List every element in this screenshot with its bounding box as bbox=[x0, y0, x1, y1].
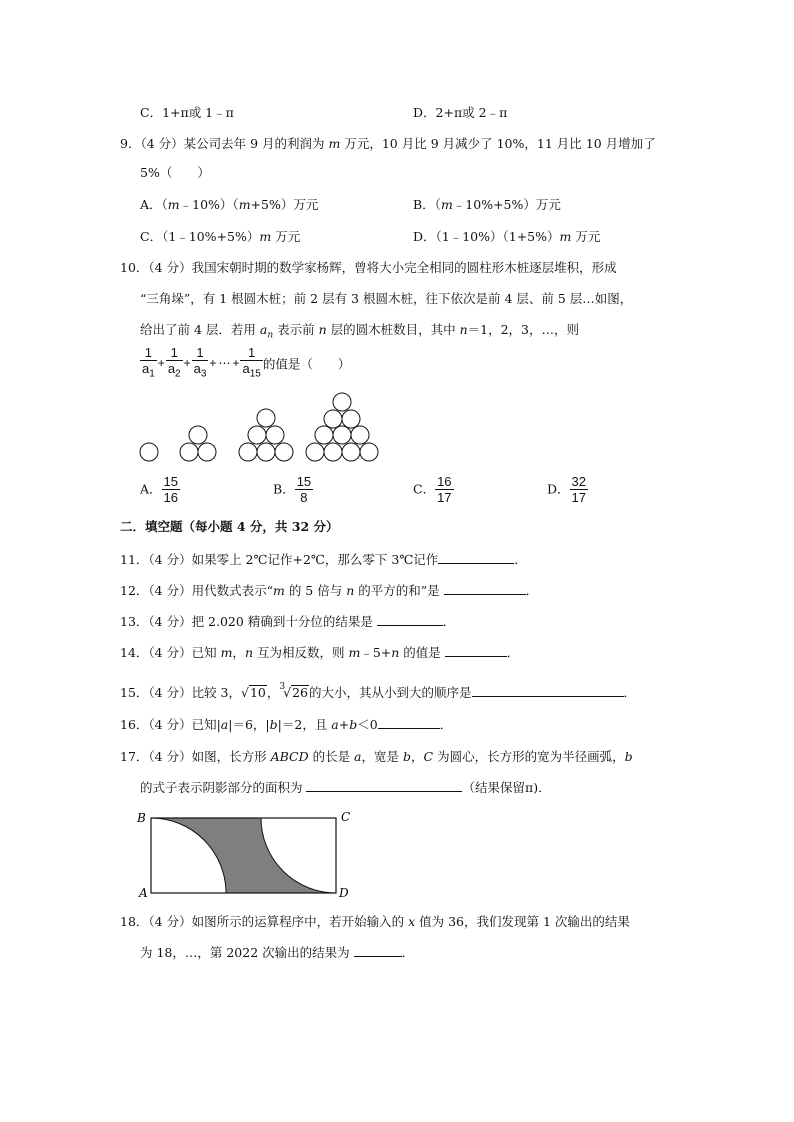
q12-text: 的平方的和”是 bbox=[354, 583, 444, 598]
period: ． bbox=[506, 645, 520, 660]
var-a: a bbox=[220, 717, 229, 732]
var-b: b bbox=[402, 749, 411, 764]
denominator bbox=[240, 361, 262, 382]
var-m: m bbox=[220, 645, 233, 660]
q9-text: 9．（4 分）某公司去年 9 月的利润为 bbox=[120, 136, 329, 151]
q10-sum-expression bbox=[140, 345, 350, 382]
numerator: 1 bbox=[240, 345, 262, 361]
period: ． bbox=[442, 614, 456, 629]
q9-opt-text: ﹣10%）（ bbox=[179, 197, 239, 212]
q17-text: ， bbox=[411, 749, 424, 764]
answer-blank[interactable] bbox=[444, 582, 526, 595]
q10-tail: 的值是（ ） bbox=[262, 356, 351, 372]
option-label: A． bbox=[140, 481, 162, 497]
pile-3-circle bbox=[257, 443, 275, 461]
fraction-1-a3 bbox=[192, 345, 209, 382]
answer-blank[interactable] bbox=[472, 684, 624, 697]
var-a: a bbox=[259, 322, 268, 337]
q18-text: 为 18，…，第 2022 次输出的结果为 bbox=[140, 945, 354, 960]
plus-sign: + bbox=[183, 356, 191, 371]
numerator: 15 bbox=[163, 474, 178, 489]
q9-opt-text: 万元 bbox=[271, 229, 301, 244]
comma: ， bbox=[232, 645, 245, 660]
answer-blank[interactable] bbox=[306, 779, 462, 792]
q18-line1 bbox=[120, 913, 630, 931]
radicand: 10 bbox=[249, 685, 266, 700]
pile-3-circle bbox=[248, 426, 266, 444]
q11 bbox=[120, 551, 527, 569]
period: ． bbox=[401, 945, 415, 960]
q13-text: 13．（4 分）把 2.020 精确到十分位的结果是 bbox=[120, 614, 377, 629]
q8-option-c: C．1+π或 1﹣π bbox=[140, 105, 234, 120]
q10-line2: “三角垛”，有 1 根圆木桩；前 2 层有 3 根圆木桩，往下依次是前 4 层、前 5 层…如图， bbox=[140, 291, 633, 306]
q15 bbox=[120, 678, 636, 702]
var-m: m bbox=[559, 229, 572, 244]
q9-opt-text: B．（ bbox=[413, 197, 441, 212]
fraction bbox=[570, 474, 588, 505]
q18-text: 18．（4 分）如图所示的运算程序中，若开始输入的 bbox=[120, 914, 409, 929]
q9-option-d bbox=[413, 228, 600, 246]
q16-text: 16．（4 分）已知| bbox=[120, 717, 221, 732]
numerator: 1 bbox=[166, 345, 183, 361]
q17-line1 bbox=[120, 748, 633, 766]
q16-text: |＝6，| bbox=[228, 717, 270, 732]
q17-text: 的长是 bbox=[308, 749, 355, 764]
pile-4-circle bbox=[333, 393, 351, 411]
label-c: C bbox=[341, 810, 351, 824]
triangle-pile-figure bbox=[130, 392, 390, 464]
fraction-1-a2 bbox=[166, 345, 183, 382]
sub-n: n bbox=[267, 330, 274, 341]
answer-blank[interactable] bbox=[378, 716, 440, 729]
pile-4-circle bbox=[342, 410, 360, 428]
q12-text: 的 5 倍与 bbox=[284, 583, 347, 598]
pile-2-circle bbox=[189, 426, 207, 444]
q8-option-d: D．2+π或 2﹣π bbox=[413, 105, 508, 120]
denominator: 16 bbox=[163, 490, 178, 505]
section-title: 二．填空题（每小题 4 分，共 32 分） bbox=[120, 519, 339, 534]
den-a: a bbox=[142, 361, 150, 376]
q9-opt-text: D．（1﹣10%）（1+5%） bbox=[413, 229, 560, 244]
q12 bbox=[120, 582, 538, 600]
comma: ， bbox=[266, 685, 280, 700]
var-m: m bbox=[167, 197, 180, 212]
shaded-region bbox=[151, 818, 336, 893]
var-b: b bbox=[269, 717, 278, 732]
q14-text: 14．（4 分）已知 bbox=[120, 645, 221, 660]
q9-option-b bbox=[413, 196, 561, 214]
expr-a-plus-b: a+b bbox=[331, 717, 358, 732]
den-sub: 2 bbox=[175, 368, 181, 380]
radicand: 26 bbox=[292, 685, 309, 700]
var-b: b bbox=[624, 749, 633, 764]
q10-option-d bbox=[547, 474, 588, 505]
period: ． bbox=[439, 717, 453, 732]
q11-text: 11．（4 分）如果零上 2℃记作+2℃，那么零下 3℃记作 bbox=[120, 552, 439, 567]
plus-sign: + bbox=[232, 356, 240, 371]
q13 bbox=[120, 613, 455, 631]
answer-blank[interactable] bbox=[354, 944, 402, 957]
fraction-1-a15 bbox=[240, 345, 262, 382]
period: ． bbox=[623, 685, 637, 700]
sqrt-sign: √ bbox=[241, 685, 249, 700]
numerator: 1 bbox=[140, 345, 157, 361]
q9-opt-text: 万元 bbox=[571, 229, 601, 244]
q17-text: 为圆心，长方形的宽为半径画弧， bbox=[433, 749, 625, 764]
den-a: a bbox=[167, 361, 176, 376]
label-b: B bbox=[137, 811, 146, 825]
q10-text: ＝1，2，3，…，则 bbox=[467, 322, 580, 337]
answer-blank[interactable] bbox=[377, 613, 443, 626]
var-m: m bbox=[272, 583, 285, 598]
label-d: D bbox=[339, 886, 349, 898]
q10-option-a bbox=[140, 474, 180, 505]
denominator bbox=[166, 361, 183, 382]
var-m: m bbox=[348, 645, 361, 660]
den-sub: 15 bbox=[249, 368, 261, 380]
q9-opt-text: A．（ bbox=[140, 197, 168, 212]
pile-4-circle bbox=[324, 410, 342, 428]
q18-line2 bbox=[140, 944, 414, 962]
sqrt-sign: √ bbox=[283, 685, 292, 700]
denominator: 17 bbox=[437, 490, 452, 505]
label-a: A bbox=[139, 886, 148, 898]
var-n: n bbox=[318, 322, 327, 337]
q17-text: 的式子表示阴影部分的面积为 bbox=[140, 780, 307, 795]
var-m: m bbox=[328, 136, 341, 151]
pile-4-circle bbox=[333, 426, 351, 444]
pile-2-circle bbox=[180, 443, 198, 461]
pile-3-circle bbox=[266, 426, 284, 444]
q9-opt-text: +5%）万元 bbox=[250, 197, 319, 212]
pile-4-circle bbox=[306, 443, 324, 461]
root-index: 3 bbox=[279, 682, 286, 692]
fraction-1-a1 bbox=[140, 345, 157, 382]
rect-name: ABCD bbox=[270, 749, 309, 764]
fraction bbox=[162, 474, 180, 505]
pile-4-circle bbox=[315, 426, 333, 444]
fraction bbox=[295, 474, 313, 505]
q9-line2: 5%（ ） bbox=[140, 165, 210, 180]
period: ． bbox=[525, 583, 539, 598]
den-a: a bbox=[193, 361, 201, 376]
var-n: n bbox=[346, 583, 355, 598]
pile-4-circle bbox=[360, 443, 378, 461]
q16-text: |＝2，且 bbox=[277, 717, 332, 732]
q17-text: ，宽是 bbox=[361, 749, 403, 764]
option-label: C． bbox=[413, 481, 436, 497]
pile-4-circle bbox=[351, 426, 369, 444]
q10-line1: 10．（4 分）我国宋朝时期的数学家杨辉，曾将大小完全相同的圆柱形木桩逐层堆积，形成 bbox=[120, 260, 617, 275]
fraction bbox=[435, 474, 453, 505]
q9-opt-text: C．（1﹣10%+5%） bbox=[140, 229, 260, 244]
den-sub: 3 bbox=[200, 368, 207, 380]
ellipsis: ⋯ bbox=[218, 356, 231, 371]
q10-option-c bbox=[413, 474, 454, 505]
q9-line1 bbox=[120, 135, 656, 153]
plus-sign: + bbox=[209, 356, 217, 371]
denominator bbox=[140, 361, 157, 382]
q9-opt-text: ﹣10%+5%）万元 bbox=[452, 197, 561, 212]
denominator: 17 bbox=[571, 490, 586, 505]
pile-2-circle bbox=[198, 443, 216, 461]
pile-3-circle bbox=[239, 443, 257, 461]
q14-text: ﹣5+ bbox=[360, 645, 392, 660]
option-label: B． bbox=[273, 481, 295, 497]
rectangle-arcs-figure bbox=[135, 806, 360, 898]
q14 bbox=[120, 644, 519, 662]
option-label: D． bbox=[547, 481, 570, 497]
denominator bbox=[192, 361, 209, 382]
var-m: m bbox=[259, 229, 272, 244]
q16 bbox=[120, 716, 452, 734]
var-x: x bbox=[408, 914, 416, 929]
numerator: 15 bbox=[296, 474, 312, 489]
q14-text: 互为相反数，则 bbox=[253, 645, 349, 660]
q10-text: 表示前 bbox=[273, 322, 319, 337]
denominator: 8 bbox=[300, 490, 308, 505]
q16-text: ＜0 bbox=[357, 717, 378, 732]
q17-text: （结果保留π)． bbox=[462, 780, 551, 795]
answer-blank[interactable] bbox=[445, 644, 507, 657]
var-m: m bbox=[440, 197, 453, 212]
answer-blank[interactable] bbox=[438, 551, 514, 564]
numerator: 1 bbox=[192, 345, 209, 361]
numerator: 32 bbox=[571, 474, 586, 489]
den-a: a bbox=[242, 361, 250, 376]
numerator: 16 bbox=[437, 474, 452, 489]
var-n: n bbox=[459, 322, 468, 337]
q17-line2 bbox=[140, 779, 551, 797]
var-n: n bbox=[391, 645, 400, 660]
q15-text: 15．（4 分）比较 3， bbox=[120, 685, 242, 700]
q9-option-c bbox=[140, 228, 300, 246]
pile-3-circle bbox=[257, 409, 275, 427]
pile-1-circle bbox=[140, 443, 158, 461]
q9-option-a bbox=[140, 196, 318, 214]
plus-sign: + bbox=[157, 356, 165, 371]
q9-text: 万元，10 月比 9 月减少了 10%，11 月比 10 月增加了 bbox=[340, 136, 656, 151]
var-m: m bbox=[238, 197, 251, 212]
q17-text: 17．（4 分）如图，长方形 bbox=[120, 749, 271, 764]
den-sub: 1 bbox=[149, 368, 155, 380]
pile-3-circle bbox=[275, 443, 293, 461]
q10-text: 层的圆木桩数目，其中 bbox=[326, 322, 460, 337]
pile-4-circle bbox=[324, 443, 342, 461]
q12-text: 12．（4 分）用代数式表示“ bbox=[120, 583, 273, 598]
q18-text: 值为 36，我们发现第 1 次输出的结果 bbox=[415, 914, 630, 929]
var-c: C bbox=[423, 749, 434, 764]
period: ． bbox=[514, 552, 527, 567]
q10-text: 给出了前 4 层．若用 bbox=[140, 322, 260, 337]
q10-line3 bbox=[140, 321, 579, 345]
q14-text: 的值是 bbox=[399, 645, 445, 660]
q10-option-b bbox=[273, 474, 313, 505]
var-a: a bbox=[354, 749, 362, 764]
var-n: n bbox=[244, 645, 253, 660]
pile-4-circle bbox=[342, 443, 360, 461]
q15-text: 的大小，其从小到大的顺序是 bbox=[309, 685, 472, 700]
